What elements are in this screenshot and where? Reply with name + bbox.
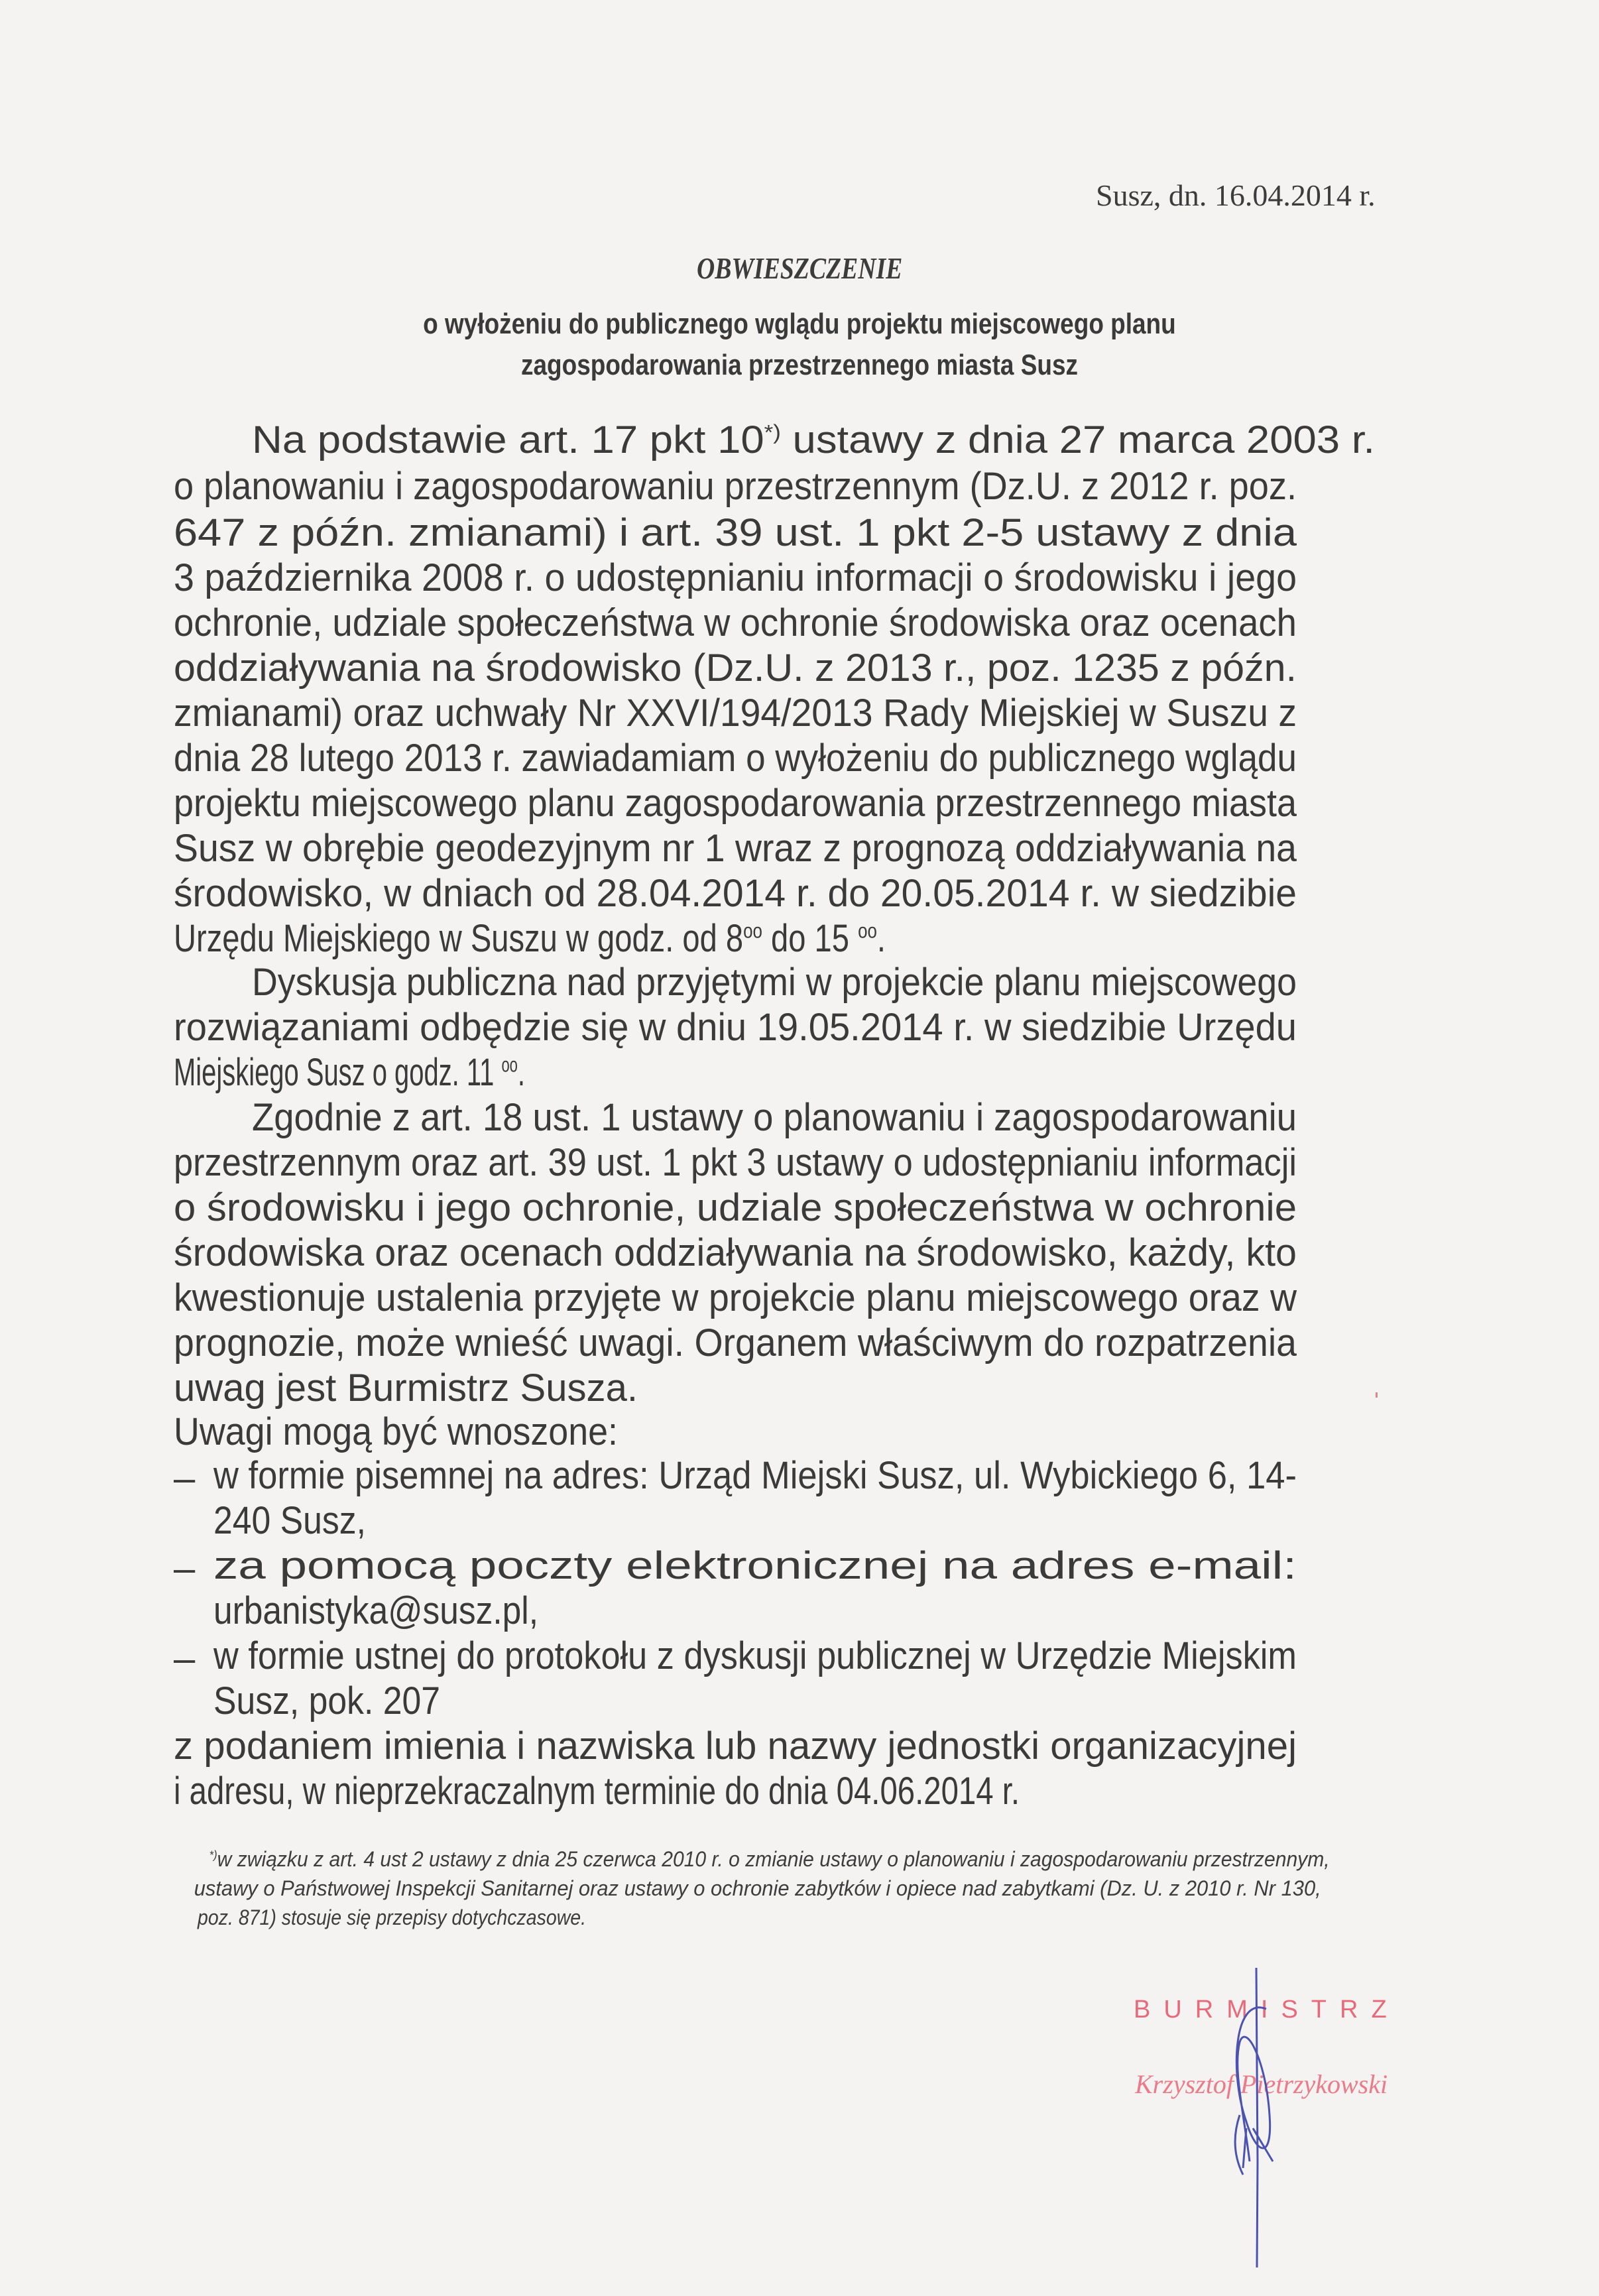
body-line [174,513,1433,553]
body-line [174,874,1433,914]
body-text: 3 października 2008 r. o udostępnianiu informacji o środowisku i jego [174,556,1297,599]
body-line [174,739,1433,778]
document-subtitle [0,304,1599,386]
body-line [174,1233,1433,1273]
body-text: kwestionuje ustalenia przyjęte w projekcie planu miejscowego oraz w [174,1276,1297,1319]
body-text: urbanistyka@susz.pl, [213,1589,538,1632]
body-text: środowiska oraz ocenach oddziaływania na środowisko, każdy, kto [174,1231,1297,1274]
body-text: Dyskusja publiczna nad przyjętymi w projekcie planu miejscowego [252,961,1297,1004]
bullet-dash: – [174,1547,196,1590]
footnote-text: w związku z art. 4 ust 2 ustawy z dnia 25 czerwca 2010 r. o zmianie ustawy o planowaniu i zagospodarowaniu przestrzennym, [217,1847,1330,1871]
bullet-dash: – [174,1457,196,1500]
body-line [174,467,1433,507]
body-text: prognozie, może wnieść uwagi. Organem właściwym do rozpatrzenia [174,1321,1297,1364]
body-line [174,829,1433,869]
body-text: Uwagi mogą być wnoszone: [174,1410,618,1453]
body-line [174,1098,1433,1138]
body-text: 647 z późn. zmianami) i art. 39 ust. 1 pkt 2-5 ustawy z dnia [174,511,1297,554]
subtitle-line: zagospodarowania przestrzennego miasta Susz [520,349,1078,381]
superscript: oo [743,918,762,943]
body-text: w formie ustnej do protokołu z dyskusji publicznej w Urzędzie Miejskim [213,1634,1297,1677]
body-text [174,919,886,959]
body-line [174,1278,1433,1318]
body-line [174,1368,1433,1408]
body-line [174,420,1433,460]
body-text: przestrzennym oraz art. 39 ust. 1 pkt 3 ustawy o udostępnianiu informacji [174,1141,1297,1184]
superscript: oo [501,1052,518,1077]
scan-speck [1376,1392,1378,1398]
remarks-item-oral [213,1636,1473,1676]
body-text [174,1053,525,1093]
remarks-item-oral-cont [213,1681,1473,1721]
body-text: ochronie, udziale społeczeństwa w ochronie środowiska oraz ocenach [174,601,1297,644]
body-line [174,1188,1433,1228]
body-line [174,1323,1433,1363]
body-text: Miejskiego Susz o godz. 11 [174,1051,502,1094]
body-line [174,1143,1433,1183]
body-text: środowisko, w dniach od 28.04.2014 r. do 20.05.2014 r. w siedzibie [174,872,1297,915]
body-text [252,420,1375,460]
stamp-name: Krzysztof Pietrzykowski [1135,2069,1388,2099]
body-line [174,963,1433,1002]
body-text: w formie pisemnej na adres: Urząd Miejski Susz, ul. Wybickiego 6, 14- [213,1454,1297,1497]
body-line [174,558,1433,598]
remarks-item-email [213,1546,1473,1586]
body-text: Susz w obrębie geodezyjnym nr 1 wraz z prognozą oddziaływania na [174,827,1297,870]
body-text: ustawy z dnia 27 marca 2003 r. [780,418,1375,461]
body-line [174,694,1433,733]
footnote-line [174,1904,1433,1931]
document-title-text: OBWIESZCZENIE [696,251,903,285]
place-date: Susz, dn. 16.04.2014 r. [1096,178,1376,212]
body-text: . [876,917,886,960]
signature-loop [1236,2008,1270,2161]
body-text: . [517,1051,525,1094]
bullet-dash: – [174,1637,196,1680]
footnote-ref: *) [764,420,781,444]
body-line [174,919,1433,959]
body-line [174,1053,1433,1093]
body-text: Urzędu Miejskiego w Suszu w godz. od 8 [174,917,744,960]
body-text: oddziaływania na środowisko (Dz.U. z 2013 r., poz. 1235 z późn. [174,646,1297,690]
remarks-intro [174,1412,1433,1452]
body-text: Zgodnie z art. 18 ust. 1 ustawy o planowaniu i zagospodarowaniu [252,1096,1297,1139]
remarks-item-written-cont [213,1501,1473,1541]
body-text: rozwiązaniami odbędzie się w dniu 19.05.2014 r. w siedzibie Urzędu [174,1006,1297,1049]
body-text: zmianami) oraz uchwały Nr XXVI/194/2013 Rady Miejskiej w Suszu z [174,692,1297,735]
body-text: ustawy o Państwowej Inspekcji Sanitarnej oraz ustawy o ochronie zabytków i opiece nad zabytkami (Dz. U. z 2010 r. Nr 130, [194,1876,1321,1900]
body-text [209,1846,1330,1872]
subtitle-line: o wyłożeniu do publicznego wglądu projektu miejscowego planu [423,308,1176,340]
footnote-line [174,1846,1433,1872]
body-text: do 15 [762,917,859,960]
closing-line [174,1726,1433,1766]
body-text: i adresu, w nieprzekraczalnym terminie do dnia 04.06.2014 r. [174,1770,1020,1813]
body-text: poz. 871) stosuje się przepisy dotychczasowe. [198,1905,587,1929]
body-text: uwag jest Burmistrz Susza. [174,1366,638,1410]
body-line [174,784,1433,823]
body-text: o środowisku i jego ochronie, udziale społeczeństwa w ochronie [174,1186,1297,1229]
body-line [174,648,1433,688]
signature-stroke [1256,1968,1258,2267]
body-text: Susz, pok. 207 [213,1679,440,1722]
remarks-item-written [213,1456,1473,1496]
footnote-line [174,1875,1433,1902]
body-text: za pomocą poczty elektronicznej na adres e-mail: [213,1544,1297,1587]
document-title [0,251,1599,286]
signature [1193,1963,1313,2267]
body-text: dnia 28 lutego 2013 r. zawiadamiam o wyłożeniu do publicznego wglądu [174,737,1297,780]
body-text: z podaniem imienia i nazwiska lub nazwy jednostki organizacyjnej [174,1724,1297,1768]
closing-line [174,1772,1433,1811]
body-line [174,603,1433,643]
body-text: 240 Susz, [213,1499,366,1542]
body-text: projektu miejscowego planu zagospodarowania przestrzennego miasta [174,782,1297,825]
body-text: Na podstawie art. 17 pkt 10 [252,418,764,461]
body-text: o planowaniu i zagospodarowaniu przestrzennym (Dz.U. z 2012 r. poz. [174,465,1297,508]
stamp-title: BURMISTRZ [1134,1996,1400,2024]
superscript: oo [858,918,877,943]
body-line [174,1008,1433,1048]
email-link[interactable] [213,1591,1473,1631]
footnote-marker: *) [209,1848,217,1862]
